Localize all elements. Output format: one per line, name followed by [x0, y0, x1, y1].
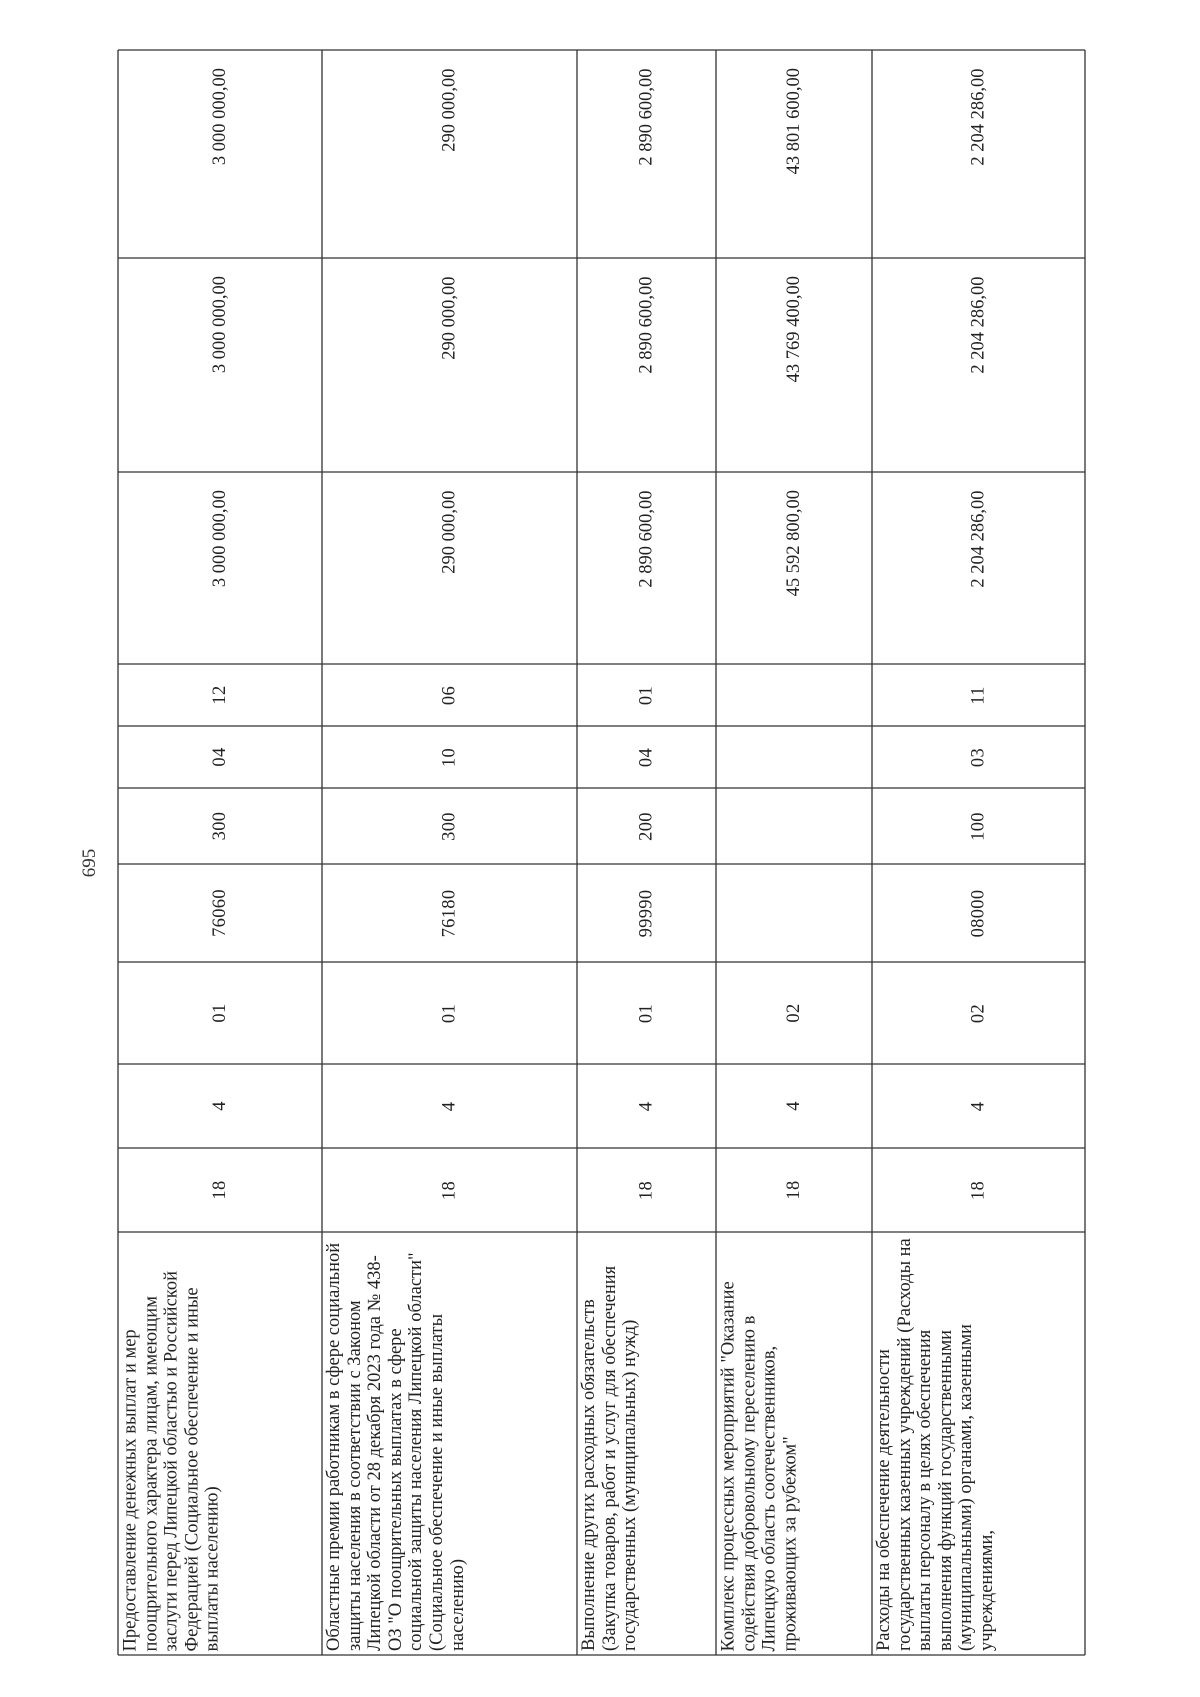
cell-amount-2026: 290 000,00 [439, 68, 459, 152]
cell-program: 4 [209, 1101, 230, 1111]
cell-subsection: 11 [968, 685, 988, 705]
cell-amount-2024: 45 592 800,00 [783, 490, 804, 597]
cell-direction: 99990 [636, 889, 656, 937]
cell-description-text: Предоставление денежных выплат и мер поощрительного характера лицам, имеющим заслуги перед Липецкой областью и Российской Федерацией (Социальное обеспечение и иные выплаты населению) [120, 1270, 223, 1651]
cell-expense-type: 200 [636, 811, 656, 841]
cell-amount-2024: 2 204 286,00 [968, 490, 988, 588]
cell-direction: 76060 [209, 889, 230, 937]
cell-amount-2025: 43 769 400,00 [783, 276, 804, 383]
cell-section: 04 [209, 747, 230, 767]
cell-direction: 76180 [439, 889, 459, 937]
cell-program: 4 [636, 1101, 656, 1111]
cell-section: 03 [968, 747, 988, 767]
cell-amount-2026: 3 000 000,00 [209, 68, 230, 166]
cell-ministry: 18 [439, 1180, 459, 1200]
cell-amount-2024: 3 000 000,00 [209, 490, 230, 588]
cell-subprogram: 02 [783, 1003, 804, 1023]
cell-program: 4 [783, 1101, 804, 1111]
cell-subprogram: 01 [209, 1003, 230, 1023]
cell-direction [716, 864, 872, 962]
cell-amount-2025: 290 000,00 [439, 276, 459, 360]
cell-description-text: Расходы на обеспечение деятельности государственных казенных учреждений (Расходы на выплаты персоналу в целях обеспечения выполнения функций государственными (муниципальными) органами, казенными учреждениями, [874, 1238, 997, 1651]
cell-description [872, 1232, 1085, 1655]
cell-subsection: 06 [439, 685, 459, 705]
cell-amount-2026: 2 890 600,00 [636, 68, 656, 166]
cell-description-text: Выполнение других расходных обязательств (Закупка товаров, работ и услуг для обеспечения государственных (муниципальных) нужд) [579, 1265, 641, 1651]
cell-amount-2026: 2 204 286,00 [968, 68, 988, 166]
cell-amount-2025: 2 204 286,00 [968, 276, 988, 374]
cell-amount-2024: 2 890 600,00 [636, 490, 656, 588]
cell-expense-type [716, 788, 872, 864]
cell-description [322, 1232, 577, 1655]
cell-program: 4 [439, 1101, 459, 1111]
cell-ministry: 18 [968, 1180, 988, 1200]
cell-description [577, 1232, 716, 1655]
cell-subprogram: 01 [439, 1003, 459, 1023]
cell-description [118, 1232, 322, 1655]
cell-ministry: 18 [783, 1180, 804, 1200]
cell-description-text: Областные премии работникам в сфере социальной защиты населения в соответствии с Законом Липецкой области от 28 декабря 2023 года № 438-ОЗ "О поощрительных выплатах в сфере социальной защиты населения Липецкой области" (Социальное обеспечение и иные выплаты населению) [324, 1242, 468, 1651]
cell-expense-type: 100 [968, 811, 988, 841]
cell-expense-type: 300 [209, 811, 230, 841]
cell-ministry: 18 [209, 1180, 230, 1200]
cell-amount-2025: 2 890 600,00 [636, 276, 656, 374]
cell-program: 4 [968, 1101, 988, 1111]
cell-amount-2024: 290 000,00 [439, 490, 459, 574]
cell-description [716, 1232, 872, 1655]
cell-section: 10 [439, 747, 459, 767]
cell-ministry: 18 [636, 1180, 656, 1200]
cell-description-text: Комплекс процессных мероприятий "Оказание содействия добровольному переселению в Липецкую область соотечественников, проживающих за рубежом" [718, 1280, 800, 1651]
cell-amount-2025: 3 000 000,00 [209, 276, 230, 374]
cell-subsection: 01 [636, 685, 656, 705]
cell-expense-type: 300 [439, 811, 459, 841]
cell-subsection [716, 664, 872, 726]
cell-amount-2026: 43 801 600,00 [783, 68, 804, 175]
cell-subprogram: 02 [968, 1003, 988, 1023]
cell-section: 04 [636, 747, 656, 767]
cell-subprogram: 01 [636, 1003, 656, 1023]
page-number: 695 [79, 848, 100, 878]
cell-subsection: 12 [209, 685, 230, 705]
cell-direction: 08000 [968, 889, 988, 937]
cell-section [716, 726, 872, 788]
